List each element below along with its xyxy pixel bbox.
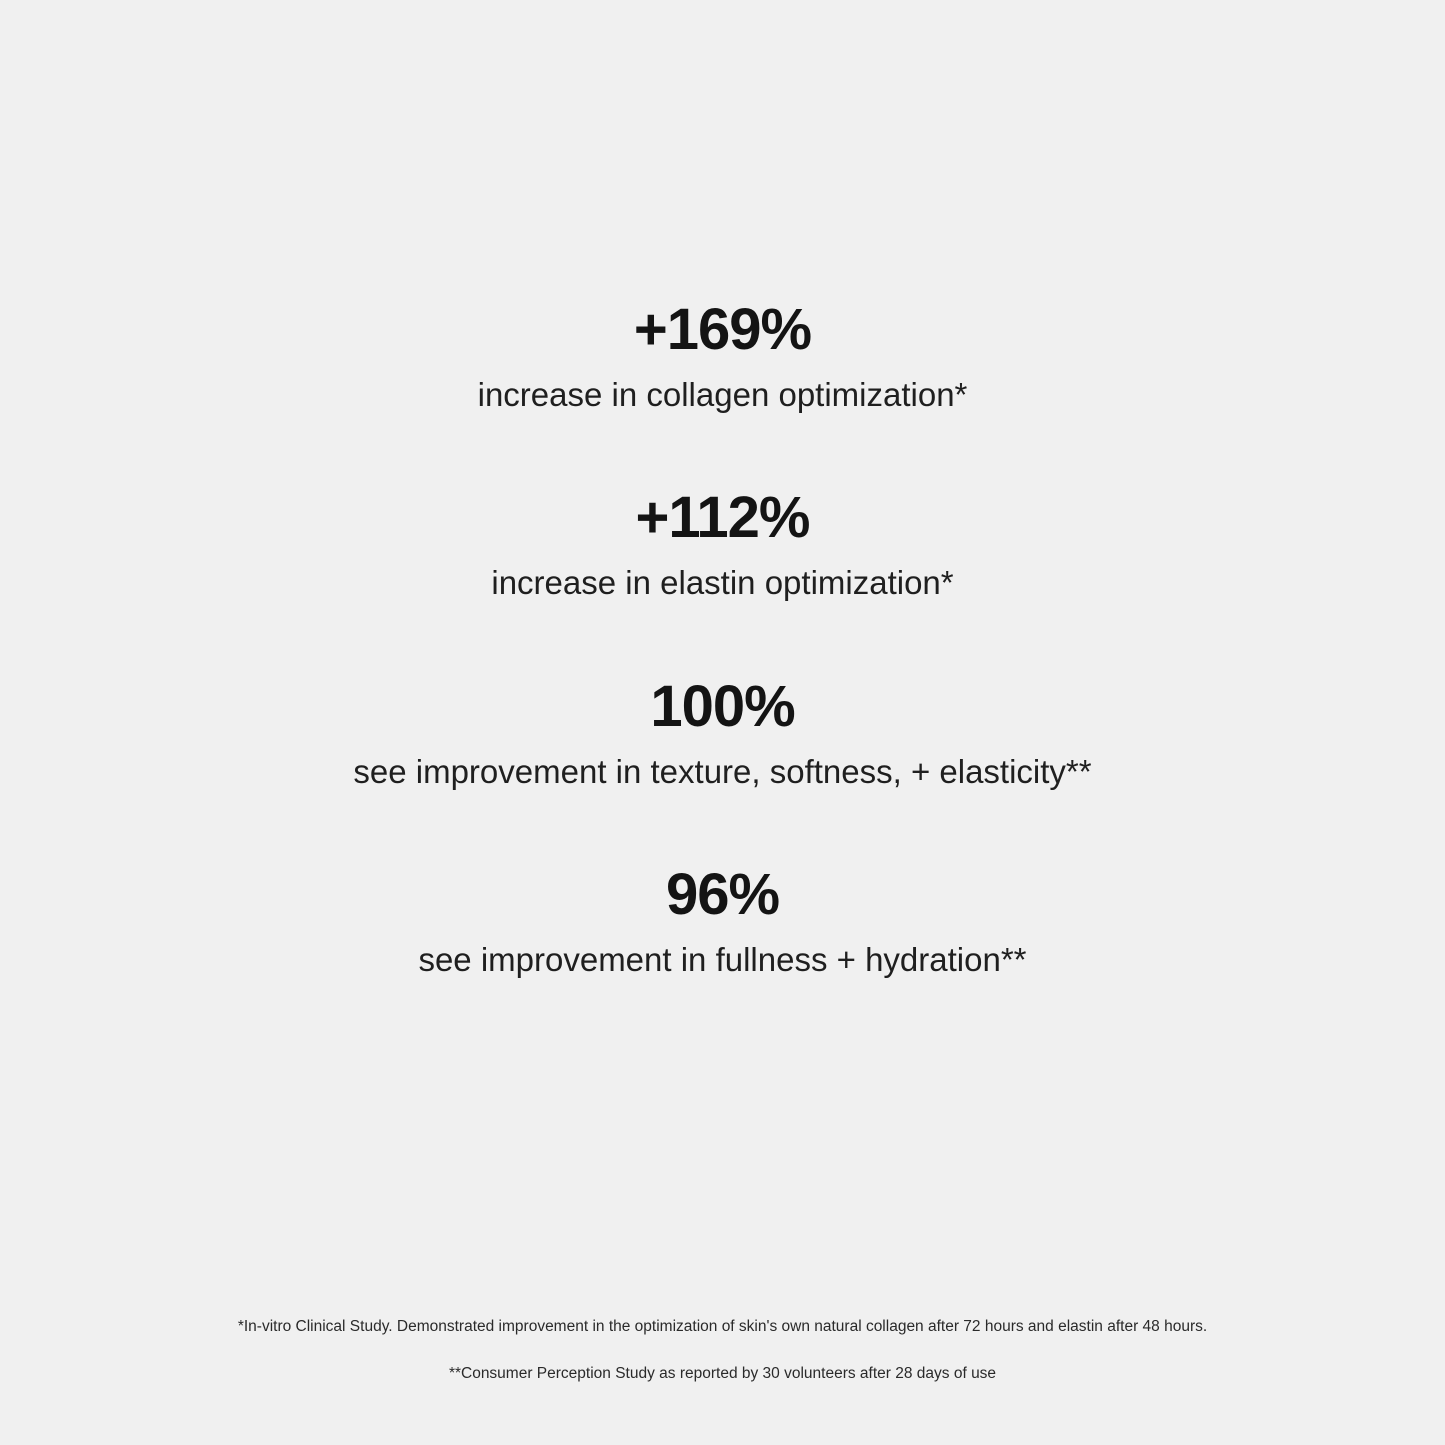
stat-value: +169%	[633, 297, 812, 362]
footnotes	[0, 1316, 1445, 1385]
stat-value: 100%	[650, 673, 795, 739]
stat-item	[0, 862, 1445, 979]
footnote-consumer-study: **Consumer Perception Study as reported by 30 volunteers after 28 days of use	[448, 1365, 997, 1383]
stat-label: see improvement in fullness + hydration**	[418, 941, 1027, 979]
stat-label: increase in collagen optimization*	[477, 375, 968, 413]
footnote-clinical-study: *In-vitro Clinical Study. Demonstrated improvement in the optimization of skin's own natural collagen after 72 hours and elastin after 48 hours.	[237, 1317, 1208, 1335]
stat-value: +112%	[635, 485, 810, 551]
stats-list	[0, 297, 1445, 980]
stat-label: increase in elastin optimization*	[491, 564, 954, 602]
stat-value: 96%	[665, 862, 780, 928]
stat-item	[0, 485, 1445, 602]
stat-item	[0, 673, 1445, 791]
stat-item	[0, 297, 1445, 414]
stat-label: see improvement in texture, softness, + elasticity**	[353, 752, 1092, 790]
